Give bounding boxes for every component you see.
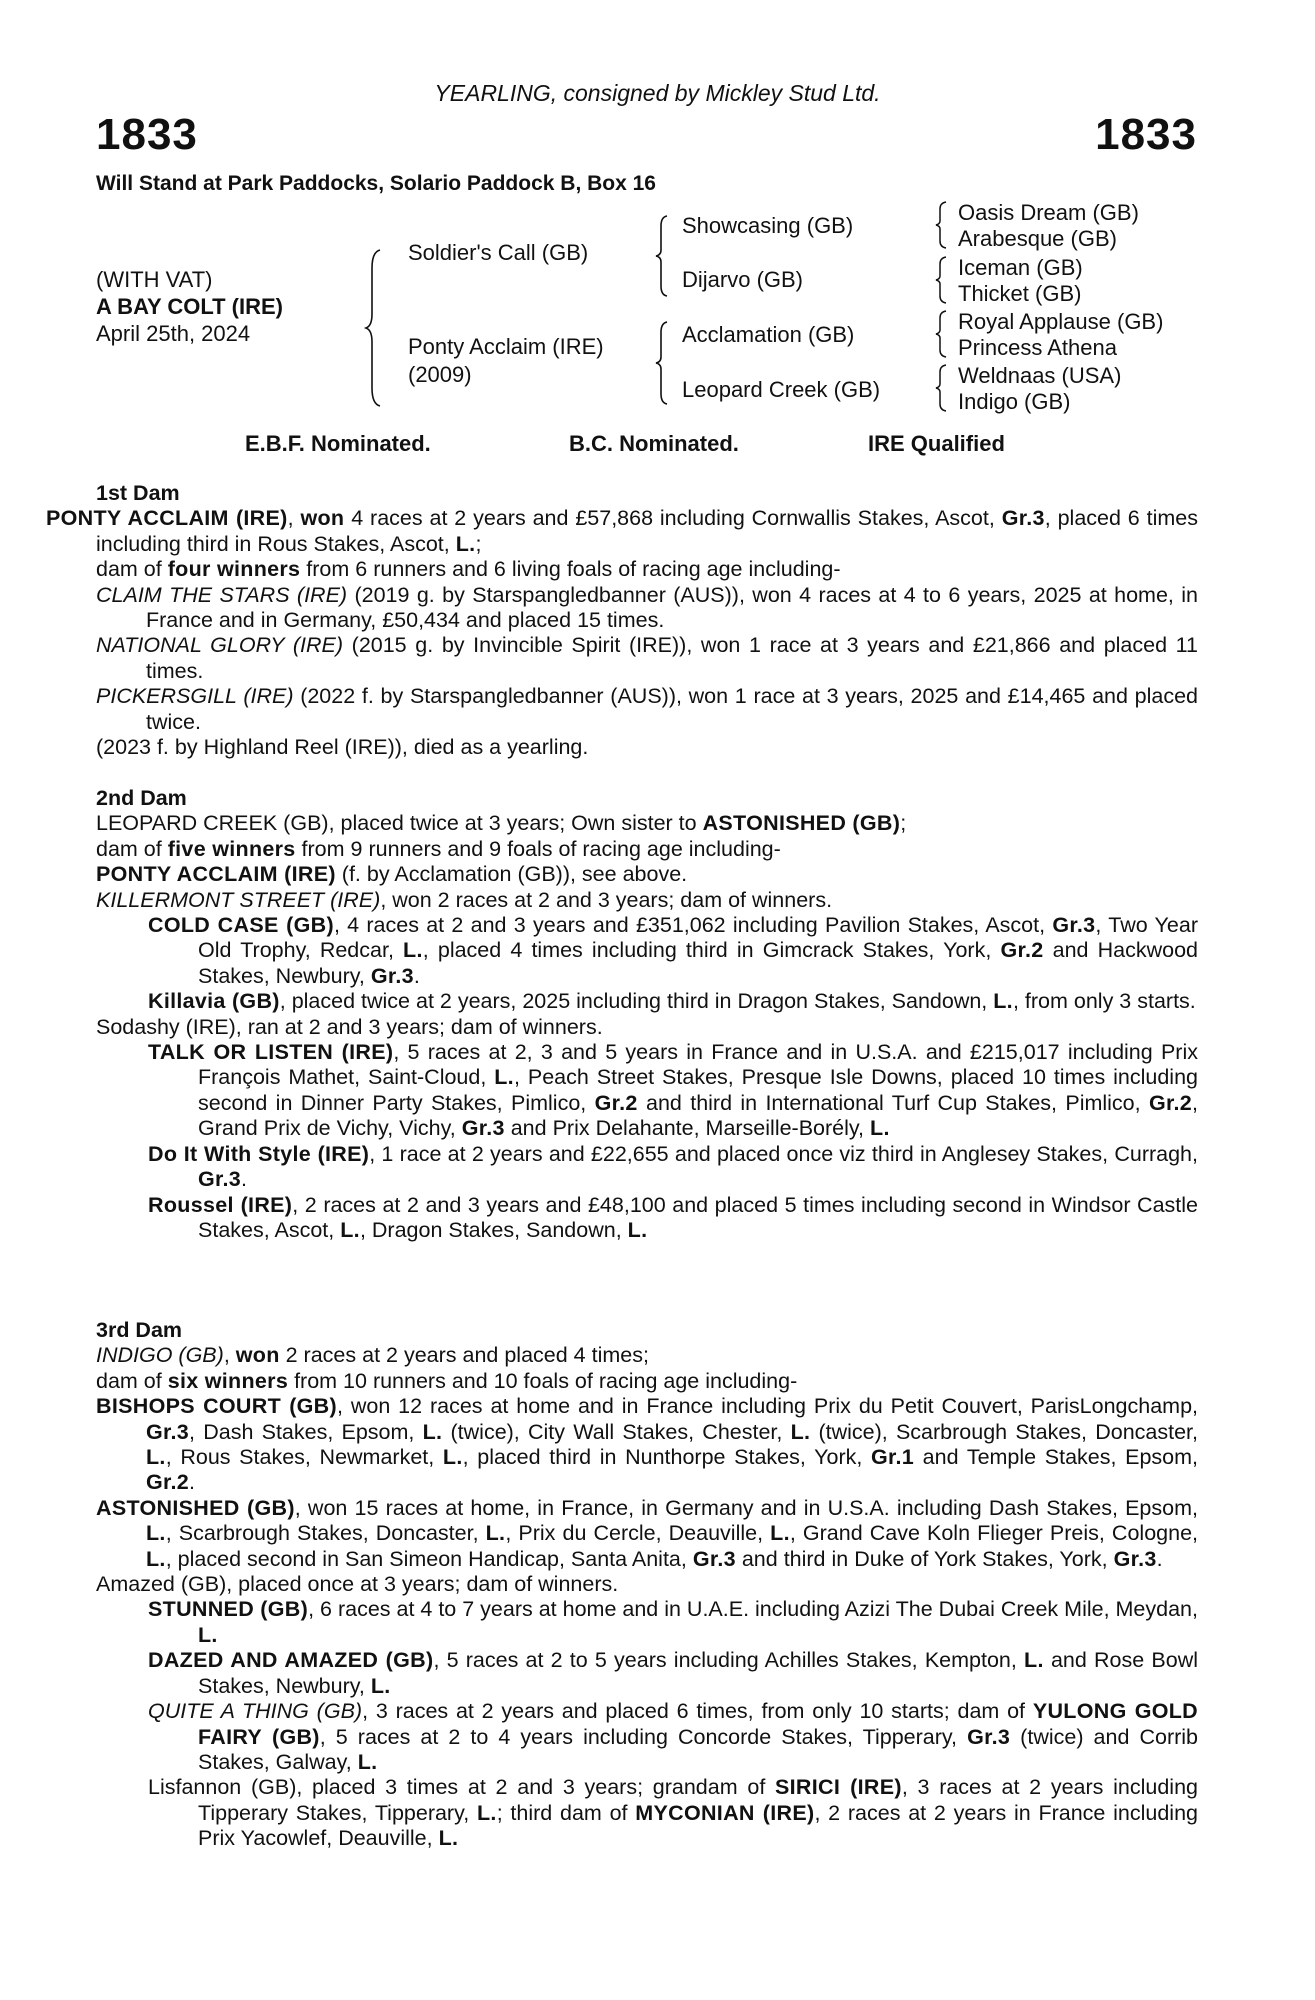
section-title: 3rd Dam [96, 1318, 183, 1342]
bold-text: L. [494, 1065, 514, 1090]
bold-text: L. [1024, 1648, 1044, 1673]
text: Sodashy (IRE), ran at 2 and 3 years; dam of winners. [96, 1014, 603, 1039]
text: (twice), City Wall Stakes, Chester, [442, 1419, 791, 1444]
text: and third in International Turf Cup Stakes, Pimlico, [637, 1090, 1149, 1115]
text: . [413, 963, 420, 988]
text: , won 2 races at 2 and 3 years; dam of winners. [380, 887, 833, 912]
gen3-6: Princess Athena [958, 335, 1117, 360]
stand-location: Will Stand at Park Paddocks, Solario Paddock B, Box 16 [96, 172, 656, 195]
bold-text: L. [790, 1419, 811, 1444]
pedigree-entry [96, 811, 1198, 836]
text: , Dash Stakes, Epsom, [189, 1419, 423, 1444]
vat-note: (WITH VAT) [96, 267, 213, 292]
text: dam of [96, 836, 168, 861]
text: , from only 3 starts. [1012, 989, 1196, 1014]
text: LEOPARD CREEK (GB), placed twice at 3 years; Own sister to [96, 811, 703, 836]
pedigree-brace [934, 200, 948, 250]
text: , 2 races at 2 years in France including Prix Yacowlef, Deauville, [198, 1800, 1198, 1851]
first-dam-section [46, 481, 1199, 760]
text: , 6 races at 4 to 7 years at home and in U.A.E. including Azizi The Dubai Creek Mile, Meydan, [308, 1597, 1198, 1622]
gen3-2: Arabesque (GB) [958, 226, 1117, 251]
text: , 3 races at 2 years and placed 6 times, from only 10 starts; dam of [362, 1699, 1033, 1724]
text: , Scarbrough Stakes, Doncaster, [165, 1521, 486, 1546]
text: and Temple Stakes, Epsom, [914, 1445, 1199, 1470]
italic-text: NATIONAL GLORY (IRE) [96, 633, 344, 658]
text: , placed 4 times including third in Gimcrack Stakes, York, [422, 938, 1001, 963]
text: , Grand Prix de Vichy, Vichy, [198, 1090, 1198, 1141]
pedigree-brace [934, 363, 948, 413]
text: from 9 runners and 9 foals of racing age including- [295, 836, 781, 861]
dam: Ponty Acclaim (IRE) [408, 334, 604, 359]
pedigree-entry [46, 1015, 1198, 1040]
bold-text: PONTY ACCLAIM (IRE) [46, 506, 288, 531]
text: , placed second in San Simeon Handicap, Santa Anita, [165, 1546, 693, 1571]
text: and Prix Delahante, Marseille-Borély, [504, 1116, 871, 1141]
text: , 3 races at 2 years including Tipperary Stakes, Tipperary, [198, 1775, 1198, 1825]
section-title: 2nd Dam [96, 786, 187, 810]
text: , placed third in Nunthorpe Stakes, York, [462, 1445, 871, 1470]
bold-text: Gr.3 [370, 963, 414, 988]
text: ; [475, 531, 482, 556]
gen3-8: Indigo (GB) [958, 389, 1071, 414]
pedigree-entry [46, 1394, 1198, 1496]
bold-text: five winners [167, 836, 296, 861]
pedigree-brace [654, 320, 670, 406]
bold-text: PONTY ACCLAIM (IRE) [96, 862, 336, 887]
pedigree-entry [46, 913, 1198, 989]
text: Lisfannon (GB), placed 3 times at 2 and 3 years; grandam of [148, 1775, 776, 1800]
bold-text: MYCONIAN (IRE) [635, 1800, 815, 1825]
bold-text: SIRICI (IRE) [775, 1775, 902, 1800]
text: , 5 races at 2 to 5 years including Achilles Stakes, Kempton, [433, 1648, 1025, 1673]
text: (twice), Scarbrough Stakes, Doncaster, [810, 1419, 1198, 1444]
pedigree-entry [46, 583, 1198, 634]
text: , 1 race at 2 years and £22,655 and placed once viz third in Anglesey Stakes, Curragh, [369, 1141, 1198, 1166]
bold-text: YULONG GOLD FAIRY (GB) [198, 1699, 1198, 1749]
bold-text: Do It With Style (IRE) [148, 1141, 370, 1166]
text: , Dragon Stakes, Sandown, [359, 1217, 628, 1242]
bold-text: Gr.3 [1052, 913, 1096, 938]
bold-text: L. [476, 1800, 497, 1825]
bold-text: Gr.3 [967, 1724, 1011, 1749]
text: (2022 f. by Starspangledbanner (AUS)), won 1 race at 3 years, 2025 and £14,465 and placed twice. [146, 684, 1199, 734]
text: ; [900, 811, 907, 836]
bold-text: BISHOPS COURT (GB) [96, 1394, 337, 1419]
pedigree-entry [46, 506, 1198, 557]
bold-text: four winners [167, 557, 301, 582]
text: ; third dam of [496, 1800, 636, 1825]
bold-text: Gr.3 [146, 1419, 190, 1444]
dam-year: (2009) [408, 362, 472, 387]
pedigree-brace [934, 255, 948, 305]
pedigree-brace [364, 248, 384, 408]
bold-text: Gr.3 [461, 1116, 505, 1141]
lot-number-left: 1833 [96, 110, 198, 159]
bold-text: L. [485, 1521, 506, 1546]
text: , 4 races at 2 and 3 years and £351,062 including Pavilion Stakes, Ascot, [333, 913, 1053, 938]
text: (twice) and Corrib Stakes, Galway, [198, 1724, 1199, 1774]
text: , 5 races at 2 to 4 years including Concorde Stakes, Tipperary, [319, 1724, 968, 1749]
pedigree-entry [96, 1369, 1198, 1394]
text: , Rous Stakes, Newmarket, [165, 1445, 443, 1470]
bold-text: L. [442, 1445, 463, 1470]
text: , placed 6 times including third in Rous Stakes, Ascot, [96, 506, 1199, 556]
bold-text: L. [422, 1419, 443, 1444]
bold-text: Gr.2 [1000, 938, 1044, 963]
horse-name: A BAY COLT (IRE) [96, 294, 284, 319]
bold-text: L. [993, 989, 1013, 1014]
consignor-line: YEARLING, consigned by Mickley Stud Ltd. [434, 80, 881, 106]
text: , Peach Street Stakes, Presque Isle Downs, placed 10 times including second in Dinner Party Stakes, Pimlico, [198, 1065, 1198, 1115]
bold-text: DAZED AND AMAZED (GB) [148, 1648, 434, 1673]
text: (2023 f. by Highland Reel (IRE)), died as a yearling. [96, 735, 589, 760]
ebf-nomination: E.B.F. Nominated. [245, 431, 431, 456]
pedigree-entry [46, 1040, 1198, 1142]
bold-text: Gr.2 [1148, 1090, 1193, 1115]
bold-text: Gr.2 [146, 1470, 190, 1495]
gen3-7: Weldnaas (USA) [958, 363, 1122, 388]
bold-text: L. [340, 1217, 360, 1242]
bold-text: ASTONISHED (GB) [96, 1495, 295, 1520]
pedigree-entry [46, 633, 1198, 684]
text: (f. by Acclamation (GB)), see above. [335, 862, 688, 887]
bold-text: Gr.1 [870, 1445, 915, 1470]
bold-text: L. [370, 1673, 391, 1698]
text: , Grand Cave Koln Flieger Preis, Cologne, [789, 1521, 1198, 1546]
pedigree-entry [96, 1343, 1198, 1368]
italic-text: CLAIM THE STARS (IRE) [96, 582, 348, 607]
bold-text: six winners [167, 1368, 289, 1393]
sire-dam: Dijarvo (GB) [682, 267, 804, 292]
second-dam-section [96, 786, 1198, 1243]
text: 2 races at 2 years and placed 4 times; [279, 1343, 649, 1368]
bold-text: STUNNED (GB) [148, 1597, 309, 1622]
bold-text: Roussel (IRE) [148, 1192, 293, 1217]
pedigree-entry [46, 989, 1198, 1014]
sire: Soldier's Call (GB) [408, 240, 589, 265]
text: , Prix du Cercle, Deauville, [505, 1521, 771, 1546]
pedigree-entry [46, 1648, 1198, 1699]
pedigree-entry [46, 1193, 1198, 1244]
pedigree-entry [46, 1572, 1198, 1597]
bold-text: COLD CASE (GB) [148, 913, 334, 938]
bold-text: TALK OR LISTEN (IRE) [148, 1040, 394, 1065]
text: , Two Year Old Trophy, Redcar, [198, 913, 1198, 963]
text: (2015 g. by Invincible Spirit (IRE)), won 1 race at 3 years and £21,866 and placed 11 times. [146, 633, 1198, 683]
gen3-4: Thicket (GB) [958, 281, 1082, 306]
text: Amazed (GB), placed once at 3 years; dam of winners. [96, 1572, 619, 1597]
text: and Hackwood Stakes, Newbury, [198, 938, 1198, 988]
bc-nomination: B.C. Nominated. [569, 431, 739, 456]
italic-text: PICKERSGILL (IRE) [96, 684, 294, 709]
ire-qualified: IRE Qualified [868, 431, 1005, 456]
text: dam of [96, 1368, 168, 1393]
gen3-1: Oasis Dream (GB) [958, 200, 1139, 225]
bold-text: L. [146, 1445, 166, 1470]
italic-text: QUITE A THING (GB) [148, 1699, 363, 1724]
bold-text: L. [146, 1521, 166, 1546]
gen3-3: Iceman (GB) [958, 255, 1083, 280]
text: , won 15 races at home, in France, in Germany and in U.S.A. including Dash Stakes, Epsom, [294, 1495, 1198, 1520]
pedigree-entry [96, 557, 1198, 582]
pedigree-entry [46, 684, 1198, 735]
lot-number-right: 1833 [1095, 110, 1197, 159]
dam-sire: Acclamation (GB) [682, 322, 855, 347]
text: , [287, 506, 301, 531]
text: and third in Duke of York Stakes, York, [735, 1546, 1114, 1571]
sire-sire: Showcasing (GB) [682, 213, 854, 238]
text: . [241, 1167, 248, 1192]
text: and Rose Bowl Stakes, Newbury, [198, 1648, 1198, 1698]
bold-text: L. [403, 938, 423, 963]
bold-text: L. [198, 1622, 218, 1647]
dam-dam: Leopard Creek (GB) [682, 377, 881, 402]
pedigree-brace [654, 214, 670, 298]
text: , 2 races at 2 and 3 years and £48,100 and placed 5 times including second in Windsor Castle Stakes, Ascot, [198, 1192, 1198, 1242]
text: . [189, 1470, 196, 1495]
pedigree-brace [934, 309, 948, 359]
bold-text: Gr.3 [198, 1167, 242, 1192]
text: from 6 runners and 6 living foals of racing age including- [300, 557, 841, 582]
pedigree-entry [96, 837, 1198, 862]
pedigree-entry [46, 862, 1198, 887]
bold-text: L. [146, 1546, 166, 1571]
bold-text: won [235, 1343, 280, 1368]
foaling-date: April 25th, 2024 [96, 321, 251, 346]
bold-text: Gr.3 [692, 1546, 736, 1571]
text: (2019 g. by Starspangledbanner (AUS)), won 4 races at 4 to 6 years, 2025 at home, in France and in Germany, £50,434 and placed 15 times. [146, 582, 1198, 633]
text: from 10 runners and 10 foals of racing age including- [288, 1368, 798, 1393]
bold-text: L. [357, 1749, 378, 1774]
gen3-5: Royal Applause (GB) [958, 309, 1164, 334]
bold-text: Gr.3 [1113, 1546, 1157, 1571]
bold-text: L. [455, 531, 476, 556]
bold-text: Killavia (GB) [148, 989, 280, 1014]
bold-text: ASTONISHED (GB) [702, 811, 901, 836]
pedigree-entry [46, 1496, 1198, 1572]
bold-text: Gr.2 [594, 1090, 638, 1115]
bold-text: L. [627, 1217, 648, 1242]
section-title: 1st Dam [96, 481, 180, 505]
third-dam-section [96, 1318, 1198, 1852]
text: , [223, 1343, 236, 1368]
italic-text: KILLERMONT STREET (IRE) [96, 887, 381, 912]
text: , placed twice at 2 years, 2025 including third in Dragon Stakes, Sandown, [279, 989, 994, 1014]
pedigree-entry [46, 1699, 1198, 1775]
bold-text: Gr.3 [1001, 506, 1045, 531]
text: dam of [96, 557, 168, 582]
italic-text: INDIGO (GB) [96, 1343, 224, 1368]
text: . [1156, 1546, 1163, 1571]
bold-text: L. [438, 1826, 459, 1851]
bold-text: L. [770, 1521, 790, 1546]
text: , won 12 races at home and in France including Prix du Petit Couvert, ParisLongchamp, [336, 1394, 1198, 1419]
text: , 5 races at 2, 3 and 5 years in France and in U.S.A. and £215,017 including Prix François Mathet, Saint-Cloud, [198, 1040, 1198, 1090]
bold-text: L. [870, 1116, 890, 1141]
pedigree-entry [46, 1597, 1198, 1648]
pedigree-entry [46, 1142, 1198, 1193]
pedigree-entry [46, 888, 1198, 913]
bold-text: won [300, 506, 345, 531]
pedigree-entry [46, 735, 1198, 760]
text: 4 races at 2 years and £57,868 including Cornwallis Stakes, Ascot, [344, 506, 1002, 531]
pedigree-entry [46, 1775, 1198, 1851]
